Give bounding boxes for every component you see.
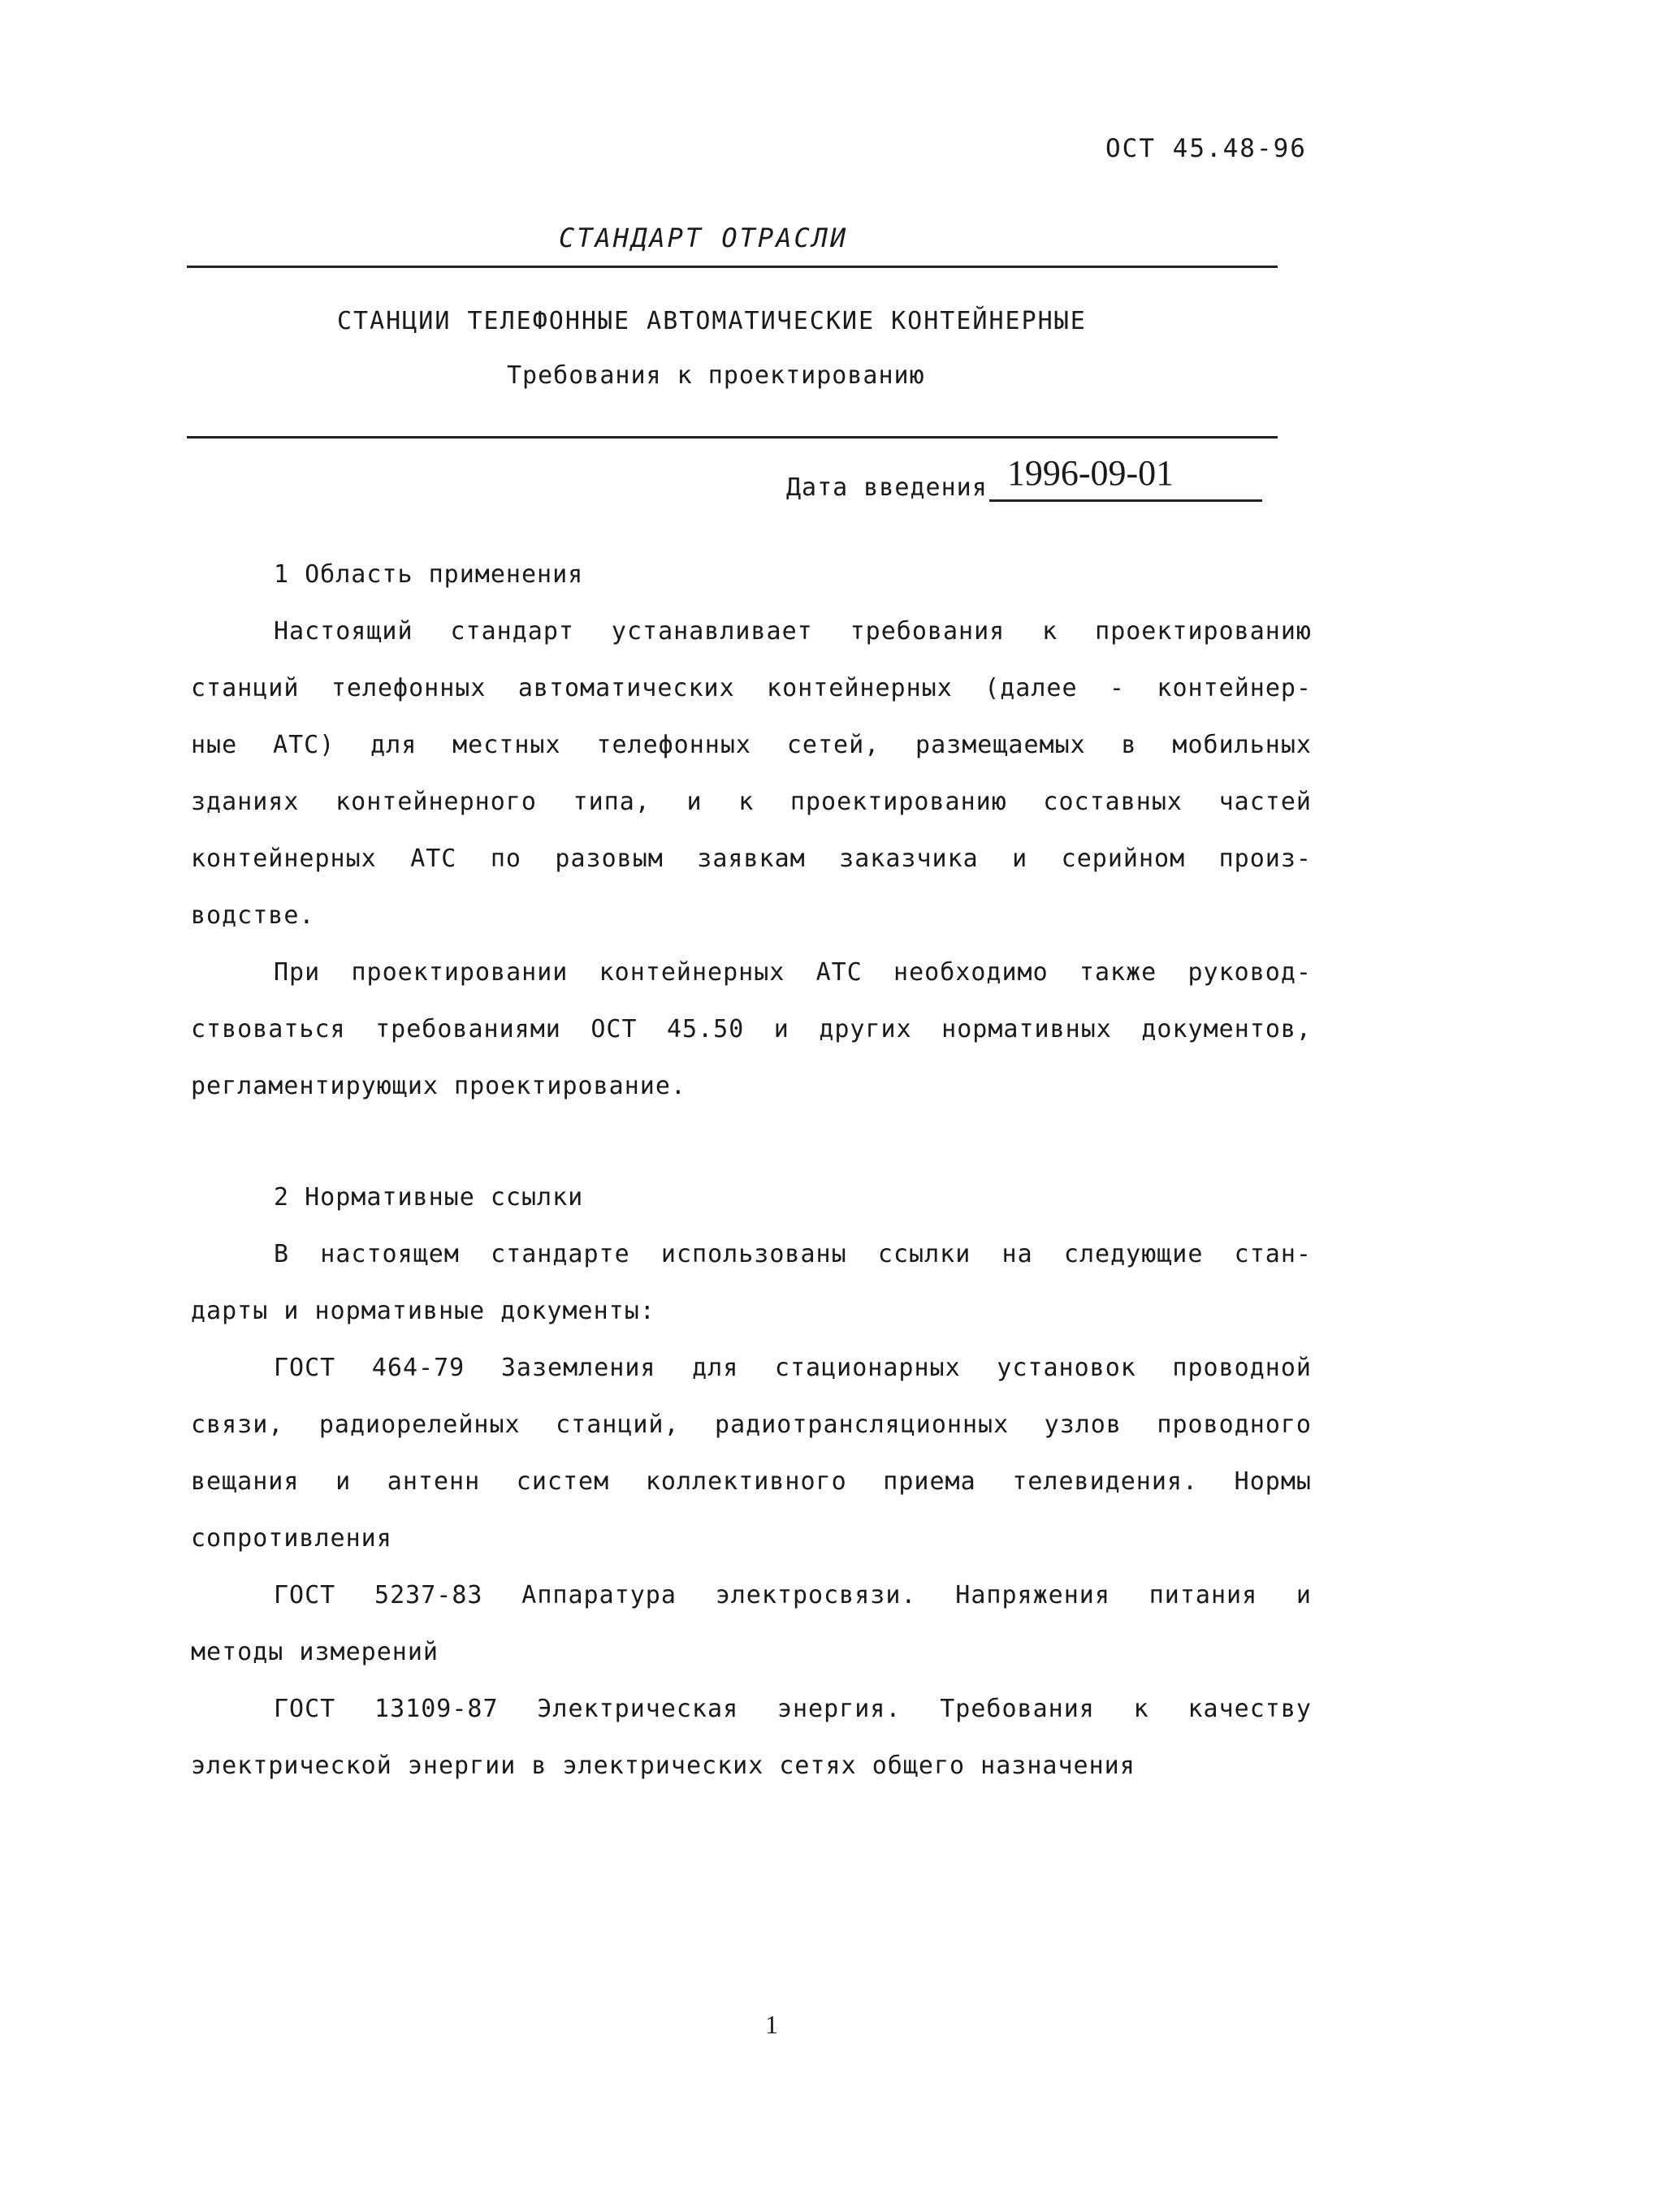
text-line: методы измерений (191, 1638, 439, 1666)
text-line: ные АТС) для местных телефонных сетей, размещаемых в мобильных (191, 731, 1312, 759)
standard-title: СТАНЦИИ ТЕЛЕФОННЫЕ АВТОМАТИЧЕСКИЕ КОНТЕЙНЕРНЫЕ (337, 307, 1087, 335)
text-line: ГОСТ 5237-83 Аппаратура электросвязи. Напряжения питания и (274, 1581, 1312, 1609)
text-line: вещания и антенн систем коллективного приема телевидения. Нормы (191, 1467, 1312, 1496)
text-line: дарты и нормативные документы: (191, 1297, 655, 1325)
standard-subtitle: Требования к проектированию (507, 361, 925, 390)
text-line: ствоваться требованиями ОСТ 45.50 и других нормативных документов, (191, 1015, 1312, 1043)
date-field (989, 453, 1262, 502)
bottom-divider (187, 436, 1278, 439)
date-value: 1996-09-01 (1006, 453, 1174, 493)
document-code: ОСТ 45.48-96 (1105, 134, 1307, 163)
text-line: зданиях контейнерного типа, и к проектированию составных частей (191, 788, 1312, 816)
section-2-heading: 2 Нормативные ссылки (274, 1183, 584, 1212)
text-line: станций телефонных автоматических контейнерных (далее - контейнер- (191, 674, 1312, 702)
standard-label: СТАНДАРТ ОТРАСЛИ (559, 222, 849, 253)
text-line: ГОСТ 464-79 Заземления для стационарных установок проводной (274, 1354, 1312, 1382)
text-line: В настоящем стандарте использованы ссылки на следующие стан- (274, 1240, 1312, 1268)
introduction-date (786, 453, 1262, 502)
text-line: ГОСТ 13109-87 Электрическая энергия. Требования к качеству (274, 1695, 1312, 1723)
text-line: контейнерных АТС по разовым заявкам заказчика и серийном произ- (191, 845, 1312, 873)
text-line: электрической энергии в электрических сетях общего назначения (191, 1752, 1135, 1780)
text-line: сопротивления (191, 1524, 392, 1553)
text-line: Настоящий стандарт устанавливает требования к проектированию (274, 617, 1312, 646)
top-divider (187, 266, 1278, 268)
text-line: связи, радиорелейных станций, радиотрансляционных узлов проводного (191, 1411, 1312, 1439)
text-line: водстве. (191, 901, 315, 930)
page-number: 1 (765, 2010, 778, 2039)
text-line: При проектировании контейнерных АТС необходимо также руковод- (274, 958, 1312, 987)
date-label: Дата введения (786, 473, 988, 502)
section-1-heading: 1 Область применения (274, 560, 584, 589)
text-line: регламентирующих проектирование. (191, 1072, 686, 1100)
